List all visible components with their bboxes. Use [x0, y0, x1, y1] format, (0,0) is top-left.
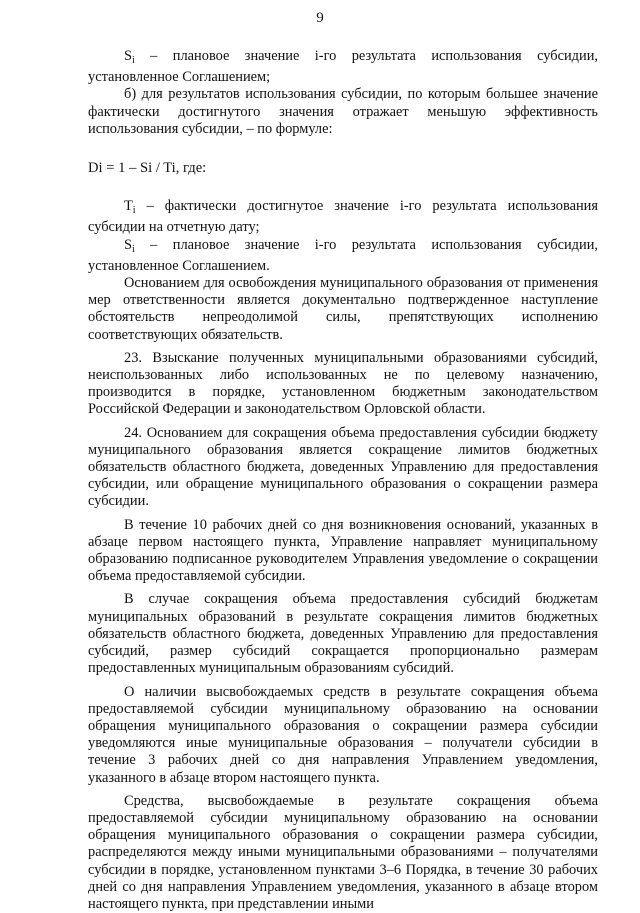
paragraph-text: – плановое значение i-го результата использования субсидии, установленное Соглашением; — [88, 48, 598, 86]
paragraph-24-released-funds: О наличии высвобождаемых средств в результате сокращения объема предоставляемой субсидии муниципальному образованию на основании обращения муниципального образования о сокращении размера субсидии уведомляются иные муниципальные образования – получатели субсидии в течение 3 рабочих дней со дня направления Управлением уведомления, указанного в абзаце втором настоящего пункта. — [88, 683, 598, 786]
symbol-s: S — [124, 236, 133, 253]
subscript-i: i — [132, 205, 136, 217]
paragraph-si-definition-2 — [88, 237, 598, 275]
paragraph-24-notice: В течение 10 рабочих дней со дня возникновения оснований, указанных в абзаце первом настоящего пункта, Управление направляет муниципальному образованию подписанное руководителем Управления уведомление о сокращении объема предоставляемой субсидии. — [88, 516, 598, 585]
paragraph-24-distribution: Средства, высвобождаемые в результате сокращения объема предоставляемой субсидии муниципальному образованию на основании обращения муниципального образования о сокращении размера субсидии, распределяются между иными муниципальными образованиями – получателями субсидии в порядке, установленном пунктами 3–6 Порядка, в течение 30 рабочих дней со дня направления Управлением уведомления, указанного в абзаце втором настоящего пункта, при представлении иными — [88, 792, 598, 912]
paragraph-ti-definition — [88, 198, 598, 236]
formula: Di = 1 – Si / Ti, где: — [88, 160, 207, 177]
symbol-s: S — [124, 48, 133, 64]
paragraph-b: б) для результатов использования субсидии, по которым большее значение фактически достигнутого значения отражает меньшую эффективность использования субсидии, – по формуле: — [88, 86, 598, 137]
paragraph-text: – плановое значение i-го результата использования субсидии, установленное Соглашением. — [88, 236, 598, 274]
paragraph-si-definition — [88, 48, 598, 86]
subscript-i: i — [132, 243, 135, 255]
paragraph-basis: Основанием для освобождения муниципального образования от применения мер ответственности является документально подтвержденное наступление обстоятельств непреодолимой силы, препятствующих исполнению соответствующих обязательств. — [88, 275, 598, 343]
paragraph-24: 24. Основанием для сокращения объема предоставления субсидии бюджету муниципального образования является сокращение лимитов бюджетных обязательств областного бюджета, доведенных Управлению для предоставления субсидии, или обращение муниципального образования о сокращении размера субсидии. — [88, 424, 598, 510]
paragraph-24-reduction: В случае сокращения объема предоставления субсидий бюджетам муниципальных образований в результате сокращения лимитов бюджетных обязательств областного бюджета, доведенных Управлению для предоставления субсидий, размер субсидий сокращается пропорционально размерам предоставленных муниципальным образованиям субсидий. — [88, 591, 598, 677]
document-body — [88, 48, 598, 913]
page-number: 9 — [316, 10, 324, 26]
paragraph-text: – фактически достигнутое значение i-го результата использования субсидии на отчетную дату; — [88, 198, 598, 236]
symbol-t: T — [124, 198, 133, 215]
subscript-i: i — [132, 55, 135, 66]
paragraph-23: 23. Взыскание полученных муниципальными образованиями субсидий, неиспользованных либо использованных не по целевому назначению, производится в порядке, установленном бюджетным законодательством Российской Федерации и законодательством Орловской области. — [88, 349, 598, 418]
